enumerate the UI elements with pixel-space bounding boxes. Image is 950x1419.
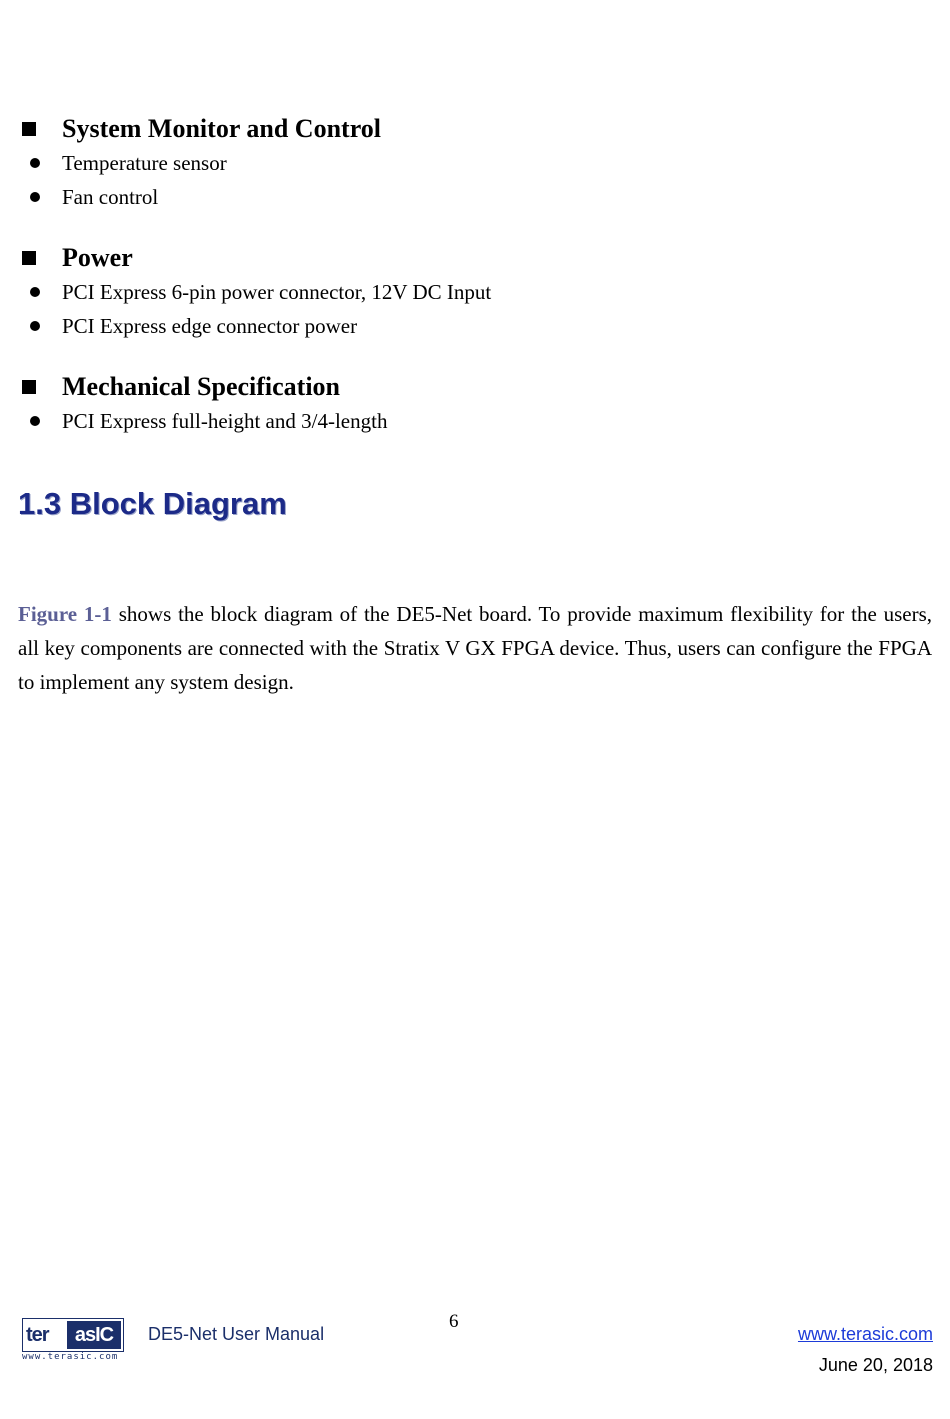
list-item-text: PCI Express full-height and 3/4-length [62, 408, 388, 433]
list-item-text: Temperature sensor [62, 150, 227, 175]
logo-url: www.terasic.com [22, 1352, 119, 1362]
logo-text-left: ter [26, 1324, 49, 1346]
square-bullet-icon [22, 122, 36, 136]
list-item [18, 180, 932, 214]
round-bullet-icon [30, 287, 40, 297]
logo-frame [22, 1318, 124, 1352]
square-bullet-icon [22, 380, 36, 394]
round-bullet-icon [30, 192, 40, 202]
section-heading [18, 370, 932, 404]
list-item [18, 404, 932, 438]
list-item-text: PCI Express edge connector power [62, 313, 358, 338]
section-mechanical [18, 370, 932, 438]
page-number: 6 [449, 1311, 459, 1332]
manual-title: DE5-Net User Manual [148, 1324, 325, 1344]
chapter-heading: 1.3 Block Diagram [18, 486, 287, 521]
website-link[interactable]: www.terasic.com [797, 1324, 933, 1344]
list-item [18, 309, 932, 343]
section-heading [18, 241, 932, 275]
section-heading [18, 112, 932, 146]
round-bullet-icon [30, 158, 40, 168]
page-footer [0, 1300, 950, 1419]
list-item-text: Fan control [62, 184, 159, 209]
list-item [18, 275, 932, 309]
figure-reference-link[interactable]: Figure 1-1 [18, 602, 112, 626]
round-bullet-icon [30, 321, 40, 331]
section-title: Mechanical Specification [62, 372, 341, 401]
section-title: System Monitor and Control [62, 114, 381, 143]
terasic-logo [22, 1318, 124, 1364]
body-paragraph [18, 597, 932, 699]
list-item [18, 146, 932, 180]
section-title: Power [62, 243, 133, 272]
round-bullet-icon [30, 416, 40, 426]
list-item-text: PCI Express 6-pin power connector, 12V DC Input [62, 279, 492, 304]
publish-date: June 20, 2018 [818, 1355, 933, 1375]
square-bullet-icon [22, 251, 36, 265]
section-power [18, 241, 932, 343]
section-system-monitor [18, 112, 932, 214]
paragraph-text: shows the block diagram of the DE5-Net board. To provide maximum flexibility for the users, all key components are connected with the Stratix V GX FPGA device. Thus, users can configure the FPGA to implement any system design. [18, 602, 932, 694]
logo-text-right: asIC [67, 1321, 121, 1349]
